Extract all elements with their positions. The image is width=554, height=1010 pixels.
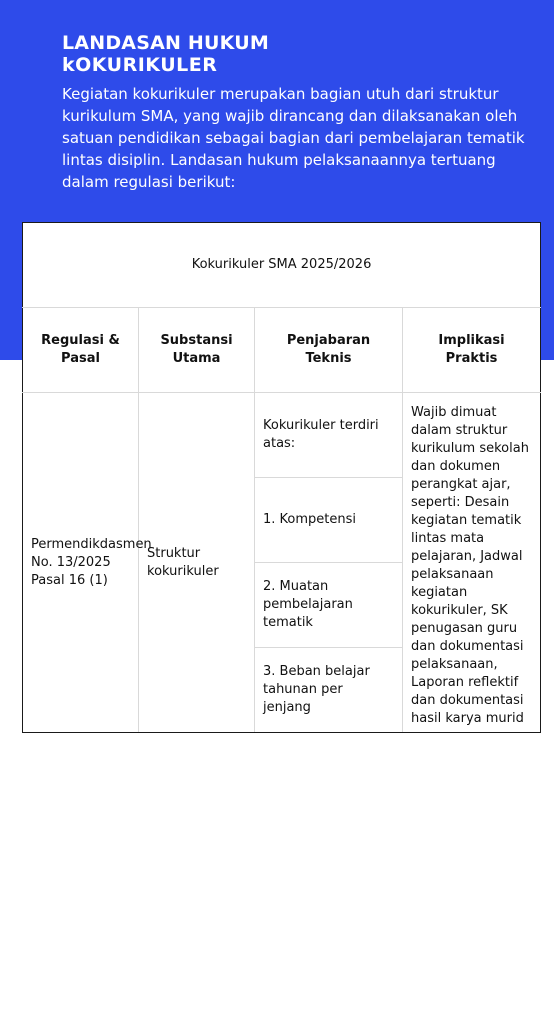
regulation-table: [22, 222, 541, 733]
detail-cell-competence: 1. Kompetensi: [255, 478, 403, 563]
detail-cell-thematic: 2. Muatan pembelajaran tematik: [255, 563, 403, 648]
table-row: [23, 393, 541, 478]
table-header-row: [23, 308, 541, 393]
implication-cell: Wajib dimuat dalam struktur kurikulum sekolah dan dokumen perangkat ajar, seperti: Desain kegiatan tematik lintas mata pelajaran, Jadwal pelaksanaan kegiatan kokurikuler, SK penugasan guru dan dokumentasi pelaksanaan, Laporan reflektif dan dokumentasi hasil karya murid: [403, 393, 541, 733]
header-details: Penjabaran Teknis: [255, 308, 403, 393]
table-caption-row: [23, 223, 541, 308]
intro-paragraph: Kegiatan kokurikuler merupakan bagian utuh dari struktur kurikulum SMA, yang wajib dirancang dan dilaksanakan oleh satuan pendidikan sebagai bagian dari pembelajaran tematik lintas disiplin. Landasan hukum pelaksanaannya tertuang dalam regulasi berikut:: [62, 85, 525, 191]
header-substance: Substansi Utama: [139, 308, 255, 393]
page-title: LANDASAN HUKUM: [62, 32, 269, 54]
header-implication: Implikasi Praktis: [403, 308, 541, 393]
detail-cell-intro: Kokurikuler terdiri atas:: [255, 393, 403, 478]
regulation-cell: Permendikdasmen No. 13/2025 Pasal 16 (1): [23, 393, 139, 733]
page-subtitle: kOKURIKULER: [62, 54, 218, 76]
substance-cell: Struktur kokurikuler: [139, 393, 255, 733]
detail-cell-workload: 3. Beban belajar tahunan per jenjang: [255, 648, 403, 733]
table-caption: Kokurikuler SMA 2025/2026: [23, 223, 541, 308]
header-regulation: Regulasi & Pasal: [23, 308, 139, 393]
